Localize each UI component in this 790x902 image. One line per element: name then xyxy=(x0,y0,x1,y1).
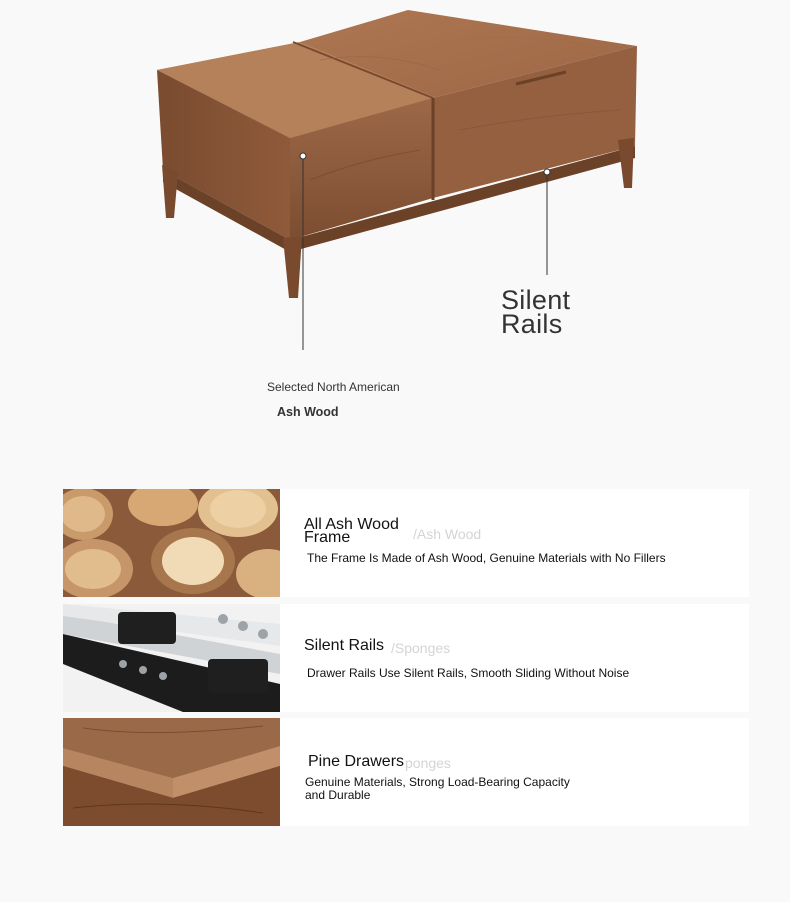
feature-title: Silent Rails xyxy=(304,637,385,654)
feature-card-silent-rails xyxy=(63,604,749,712)
wood-logs-image xyxy=(63,489,280,597)
feature-ghost-text: /Ash Wood xyxy=(413,526,482,542)
wood-board-image xyxy=(63,718,280,826)
silent-rails-callout xyxy=(501,285,571,339)
feature-description-line2: and Durable xyxy=(305,788,371,802)
feature-ghost-text: ponges xyxy=(405,755,451,771)
feature-card-pine-drawers xyxy=(63,718,749,826)
hero-section xyxy=(0,0,790,450)
feature-description: Genuine Materials, Strong Load-Bearing Capacity xyxy=(305,775,570,789)
feature-description: The Frame Is Made of Ash Wood, Genuine Materials with No Fillers xyxy=(307,551,666,565)
feature-title: Pine Drawers xyxy=(308,753,405,770)
drawer-rail-image xyxy=(63,604,280,712)
feature-title: All Ash Wood xyxy=(304,516,399,533)
feature-ghost-text: /Sponges xyxy=(391,640,451,656)
callout-line-1: Silent xyxy=(501,285,571,315)
feature-title-line2: Frame xyxy=(304,529,351,546)
callout-line-2: Rails xyxy=(501,309,563,339)
feature-card-ash-wood xyxy=(63,489,749,597)
material-callout-line2: Ash Wood xyxy=(277,405,339,419)
material-callout-line1: Selected North American xyxy=(267,380,400,394)
feature-description: Drawer Rails Use Silent Rails, Smooth Sliding Without Noise xyxy=(307,666,630,680)
